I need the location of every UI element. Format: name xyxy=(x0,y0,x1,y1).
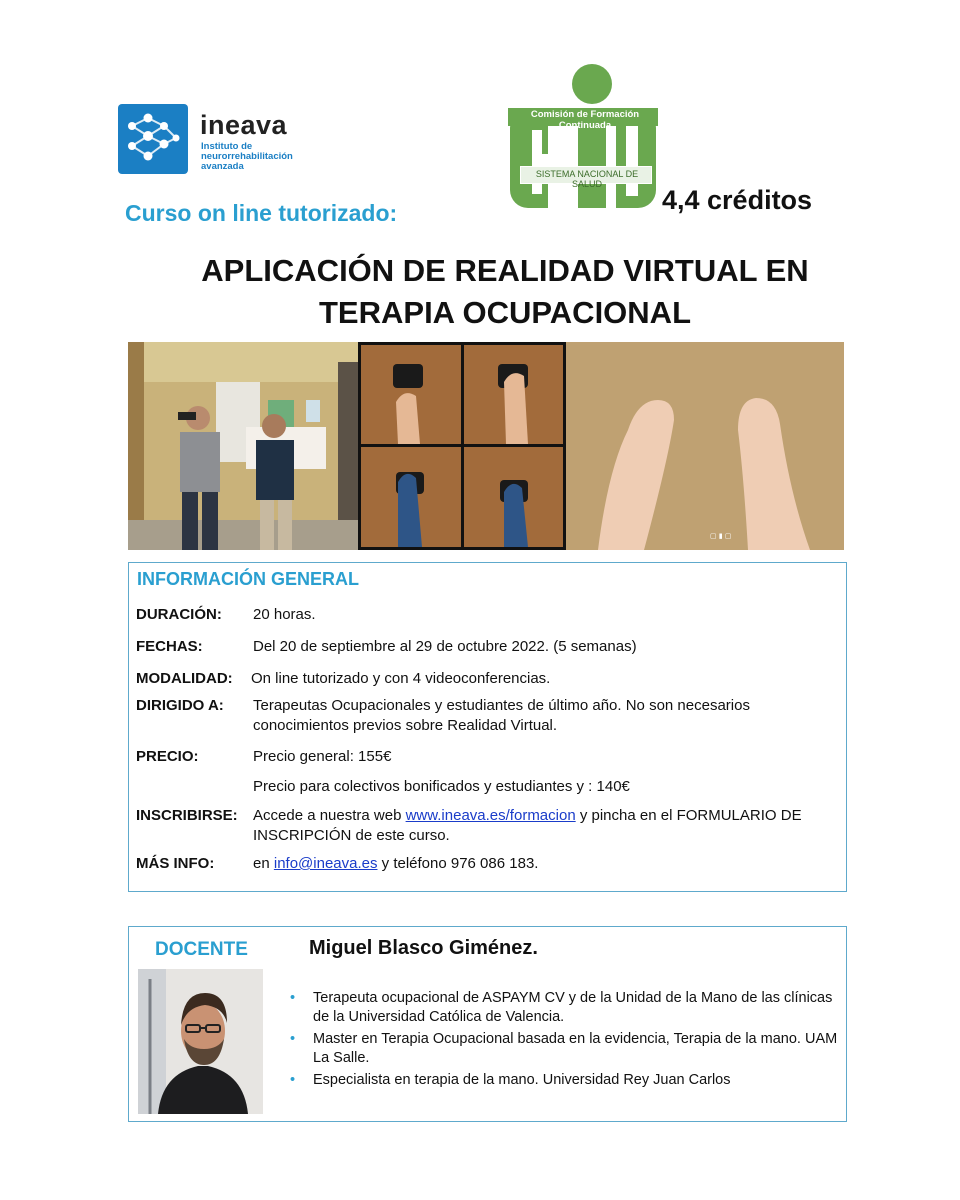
course-subtitle: Curso on line tutorizado: xyxy=(125,200,398,226)
hand-exercise-grid xyxy=(358,342,566,550)
modalidad-label: MODALIDAD: xyxy=(136,670,233,687)
ineava-logo xyxy=(118,104,308,176)
docente-panel xyxy=(128,926,847,1122)
docente-credential: • Master en Terapia Ocupacional basada en la evidencia, Terapia de la mano. UAM La Salle. xyxy=(313,1030,843,1068)
docente-name: Miguel Blasco Giménez. xyxy=(309,937,538,959)
course-title xyxy=(100,250,910,334)
dirigido-value: Terapeutas Ocupacionales y estudiantes de último año. No son necesarios conocimientos previos sobre Realidad Virtual. xyxy=(253,697,750,734)
course-photos xyxy=(128,342,844,550)
course-title-line2: TERAPIA OCUPACIONAL xyxy=(319,295,691,330)
formacion-link[interactable]: www.ineava.es/formacion xyxy=(405,807,576,824)
info-heading: INFORMACIÓN GENERAL xyxy=(137,569,359,589)
modalidad-value: On line tutorizado y con 4 videoconferencias. xyxy=(251,670,551,687)
inscribirse-label: INSCRIBIRSE: xyxy=(136,807,238,824)
masinfo-pre: en xyxy=(253,855,274,872)
credits-label: 4,4 créditos xyxy=(662,185,813,215)
docente-credential: • Especialista en terapia de la mano. Universidad Rey Juan Carlos xyxy=(313,1071,843,1090)
svg-text:▢ ▮ ▢: ▢ ▮ ▢ xyxy=(710,532,732,540)
vr-session-photo xyxy=(128,342,358,550)
docente-photo xyxy=(138,969,263,1114)
inscribirse-post: y pincha en el FORMULARIO DE INSCRIPCIÓN de este curso. xyxy=(253,807,802,844)
course-title-line1: APLICACIÓN DE REALIDAD VIRTUAL EN xyxy=(201,253,809,288)
masinfo-value xyxy=(253,854,838,874)
masinfo-label: MÁS INFO: xyxy=(136,855,215,872)
docente-credential: • Terapeuta ocupacional de ASPAYM CV y de la Unidad de la Mano de las clínicas de la Universidad Católica de Valencia. xyxy=(313,989,843,1027)
network-icon xyxy=(118,104,188,174)
cfc-accreditation-logo xyxy=(508,62,658,220)
duracion-label: DURACIÓN: xyxy=(136,606,222,623)
precio-label: PRECIO: xyxy=(136,748,199,765)
email-link[interactable]: info@ineava.es xyxy=(273,855,378,872)
docente-credentials xyxy=(313,989,843,1093)
duracion-value: 20 horas. xyxy=(253,606,316,623)
fechas-label: FECHAS: xyxy=(136,638,203,655)
cfc-commission-text: Comisión de Formación Continuada xyxy=(530,109,640,131)
brand-tagline: Instituto de neurorrehabilitación avanzada xyxy=(201,141,293,172)
inscribirse-pre: Accede a nuestra web xyxy=(253,807,406,824)
masinfo-post: y teléfono 976 086 183. xyxy=(377,855,539,872)
vr-hands-photo xyxy=(566,342,844,550)
general-info-panel xyxy=(128,562,847,892)
brand-name: ineava xyxy=(200,110,288,140)
precio-colectivos: Precio para colectivos bonificados y estudiantes y : 140€ xyxy=(253,778,630,795)
cfc-system-text: SISTEMA NACIONAL DE SALUD xyxy=(535,169,639,189)
dirigido-label: DIRIGIDO A: xyxy=(136,697,224,714)
inscribirse-value xyxy=(253,806,838,846)
fechas-value: Del 20 de septiembre al 29 de octubre 2022. (5 semanas) xyxy=(253,638,637,655)
precio-general: Precio general: 155€ xyxy=(253,748,392,765)
docente-heading: DOCENTE xyxy=(155,939,248,960)
